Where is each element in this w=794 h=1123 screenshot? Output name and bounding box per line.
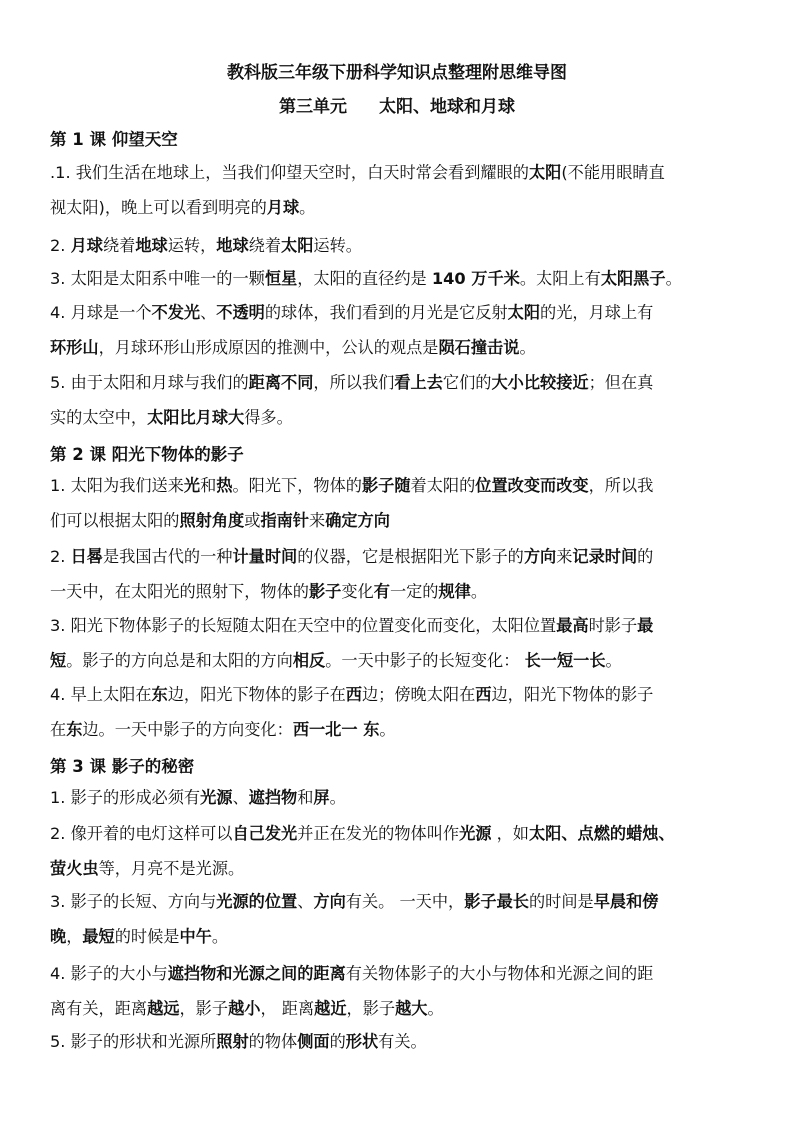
text-run: 2. — [50, 236, 71, 255]
key-term: 光源 — [459, 824, 492, 843]
text-run: 3. 阳光下物体影子的长短随太阳在天空中的位置变化而变化，太阳位置 — [50, 616, 557, 635]
key-term: 早晨和傍 — [593, 892, 659, 911]
text-run: ， 距离 — [260, 999, 315, 1018]
text-line — [50, 643, 756, 678]
text-line — [50, 712, 756, 747]
lesson-1-point-1 — [50, 155, 756, 225]
lesson-1-heading: 第 1 课 仰望天空 — [50, 130, 178, 149]
text-run: 的时间是 — [529, 892, 594, 911]
key-term: 恒星 — [264, 269, 298, 288]
key-term: 长一短一长 — [524, 651, 606, 670]
key-term: 光源 — [200, 788, 233, 807]
text-run: 4. 月球是一个 — [50, 303, 152, 322]
text-run: 的物体 — [248, 1032, 298, 1051]
key-term: 日晷 — [70, 547, 103, 566]
text-run: ，太阳的直径约是 — [297, 269, 432, 288]
text-run: 。 — [427, 999, 444, 1018]
unit-number: 第三单元 — [279, 97, 347, 117]
text-run: 有关物体影子的大小与物体和光源之间的距 — [345, 964, 654, 983]
key-term: 指南针 — [260, 511, 309, 530]
text-run: 。阳光下，物体的 — [232, 476, 362, 495]
text-run: 们可以根据太阳的 — [50, 511, 180, 530]
key-term: 方向 — [523, 547, 557, 566]
text-run: 。 — [470, 582, 488, 601]
text-run: 边，阳光下物体的影子在 — [167, 685, 346, 704]
key-term: 照射角度 — [179, 511, 245, 530]
key-term: 晚 — [50, 927, 67, 946]
key-term: 地球 — [216, 236, 249, 255]
text-run: 。 — [329, 788, 346, 807]
key-term: 确定方向 — [325, 511, 390, 530]
key-term: 照射 — [216, 1032, 249, 1051]
text-line — [50, 884, 756, 919]
text-run: ，月球环形山形成原因的推测中，公认的观点是 — [98, 338, 439, 357]
text-run: 实的太空中， — [50, 408, 148, 427]
key-term: 光 — [183, 476, 201, 495]
lesson-2-point-4 — [50, 677, 756, 747]
document-title: 教科版三年级下册科学知识点整理附思维导图 — [227, 63, 567, 83]
text-run: 一天中，在太阳光的照射下，物体的 — [50, 582, 309, 601]
text-run: 在 — [50, 720, 67, 739]
text-line — [50, 574, 756, 609]
text-run: 是我国古代的一种 — [102, 547, 233, 566]
text-line — [50, 295, 756, 330]
key-term: 西 — [345, 685, 362, 704]
key-term: 最短 — [82, 927, 115, 946]
text-run: .1. 我们生活在地球上，当我们仰望天空时，白天时常会看到耀眼的 — [50, 163, 529, 182]
key-term: 计量时间 — [232, 547, 298, 566]
lesson-2-point-1 — [50, 468, 756, 538]
text-run: ，影子 — [346, 999, 396, 1018]
key-term: 太阳黑子 — [600, 269, 666, 288]
text-run: 运转， — [167, 236, 217, 255]
text-run: 视太阳)，晚上可以看到明亮的 — [50, 198, 267, 217]
text-run: 。 — [605, 651, 622, 670]
text-run: 和 — [200, 476, 217, 495]
text-line — [50, 677, 756, 712]
text-run: 的 — [329, 1032, 346, 1051]
text-run: 。太阳上有 — [519, 269, 601, 288]
text-line — [50, 330, 756, 365]
text-run: 有关。 一天中， — [345, 892, 465, 911]
text-run: 边；傍晚太阳在 — [361, 685, 476, 704]
text-run: 绕着 — [102, 236, 136, 255]
text-run: 。影子的方向总是和太阳的方向 — [66, 651, 293, 670]
text-run: 着太阳的 — [410, 476, 476, 495]
key-term: 太阳 — [507, 303, 541, 322]
key-term: 东 — [66, 720, 83, 739]
text-run: ，所以我 — [588, 476, 654, 495]
lesson-2-point-3 — [50, 608, 756, 678]
key-term: 月球 — [70, 236, 103, 255]
text-line — [50, 608, 756, 643]
text-line — [50, 190, 756, 225]
text-run: 来 — [309, 511, 326, 530]
text-run: 等，月亮不是光源。 — [98, 859, 245, 878]
key-term: 太阳、点燃的蜡烛、 — [529, 824, 675, 843]
text-run: 。一天中影子的长短变化： — [325, 651, 525, 670]
lesson-1-point-2 — [50, 228, 756, 263]
text-run: 。 — [519, 338, 536, 357]
key-term: 屏 — [313, 788, 330, 807]
text-line — [50, 155, 756, 190]
key-term: 有 — [373, 582, 390, 601]
key-term: 越近 — [314, 999, 347, 1018]
text-run: 、 — [232, 788, 249, 807]
key-term: 陨石撞击说 — [438, 338, 520, 357]
text-run: 并正在发光的物体叫作 — [297, 824, 460, 843]
text-run: 或 — [244, 511, 261, 530]
key-term: 不透明 — [216, 303, 265, 322]
key-term: 西一北一 东 — [292, 720, 380, 739]
key-term: 越远 — [147, 999, 180, 1018]
text-run: 。 — [665, 269, 682, 288]
text-run: 绕着 — [248, 236, 282, 255]
text-run: 运转。 — [313, 236, 362, 255]
lesson-2-point-2 — [50, 539, 756, 609]
text-run: ，所以我们 — [313, 373, 395, 392]
text-run: 3. 太阳是太阳系中唯一的一颗 — [50, 269, 265, 288]
key-term: 热 — [216, 476, 233, 495]
key-term: 位置改变而改变 — [475, 476, 589, 495]
text-line — [50, 919, 756, 954]
text-run: 5. 影子的形状和光源所 — [50, 1032, 217, 1051]
text-run: 1. 太阳为我们送来 — [50, 476, 184, 495]
key-term: 距离不同 — [248, 373, 314, 392]
text-run: 来 — [556, 547, 573, 566]
key-term: 遮挡物和光源之间的距离 — [167, 964, 346, 983]
key-term: 最高 — [556, 616, 589, 635]
text-line — [50, 261, 756, 296]
text-run: (不能用眼睛直 — [561, 163, 665, 182]
lesson-2-heading: 第 2 课 阳光下物体的影子 — [50, 445, 244, 464]
lesson-1-point-4 — [50, 295, 756, 365]
key-term: 东 — [151, 685, 168, 704]
text-line — [50, 539, 756, 574]
key-term: 侧面 — [297, 1032, 330, 1051]
key-term: 萤火虫 — [50, 859, 99, 878]
key-term: 太阳 — [528, 163, 562, 182]
text-run: ；但在真 — [588, 373, 654, 392]
text-run: ，影子 — [179, 999, 229, 1018]
text-line — [50, 468, 756, 503]
text-run: 它们的 — [442, 373, 492, 392]
lesson-3-point-3 — [50, 884, 756, 954]
key-term: 规律 — [438, 582, 471, 601]
key-term: 光源的位置 — [216, 892, 298, 911]
key-term: 记录时间 — [572, 547, 638, 566]
text-run: 1. 影子的形成必须有 — [50, 788, 201, 807]
text-run: 的仪器，它是根据阳光下影子的 — [297, 547, 524, 566]
key-term: 相反 — [292, 651, 326, 670]
key-term: 越小 — [228, 999, 261, 1018]
text-run: 的光，月球上有 — [540, 303, 654, 322]
key-term: 最 — [637, 616, 654, 635]
lesson-1-point-3 — [50, 261, 756, 296]
text-run: 5. 由于太阳和月球与我们的 — [50, 373, 249, 392]
text-run: 、 — [200, 303, 217, 322]
text-run: 边。一天中影子的方向变化： — [82, 720, 293, 739]
text-line — [50, 780, 756, 815]
text-run: 和 — [297, 788, 314, 807]
text-run: 。 — [211, 927, 229, 946]
lesson-3-point-5 — [50, 1024, 756, 1059]
key-term: 形状 — [345, 1032, 379, 1051]
text-line — [50, 400, 756, 435]
key-term: 方向 — [313, 892, 346, 911]
text-run: 4. 影子的大小与 — [50, 964, 168, 983]
text-run: 2. 像开着的电灯这样可以 — [50, 824, 233, 843]
text-run: 。 — [299, 198, 316, 217]
key-term: 中午 — [179, 927, 212, 946]
text-run: 得多。 — [244, 408, 293, 427]
text-line — [50, 956, 756, 991]
lesson-3-heading: 第 3 课 影子的秘密 — [50, 757, 195, 776]
text-run: 4. 早上太阳在 — [50, 685, 152, 704]
unit-name: 太阳、地球和月球 — [379, 97, 515, 117]
key-term: 影子随 — [361, 476, 411, 495]
text-line — [50, 1024, 756, 1059]
key-term: 不发光 — [151, 303, 201, 322]
key-term: 自己发光 — [232, 824, 298, 843]
text-run: 。 — [379, 720, 396, 739]
key-term: 月球 — [266, 198, 300, 217]
key-term: 遮挡物 — [248, 788, 298, 807]
text-line — [50, 503, 756, 538]
key-term: 越大 — [395, 999, 428, 1018]
text-run: 、 — [297, 892, 314, 911]
text-run: 一定的 — [389, 582, 439, 601]
text-run: 的时候是 — [114, 927, 180, 946]
key-term: 环形山 — [50, 338, 99, 357]
key-term: 太阳 — [281, 236, 314, 255]
key-term: 影子最长 — [464, 892, 529, 911]
text-run: 2. — [50, 547, 71, 566]
key-term: 西 — [475, 685, 492, 704]
text-line — [50, 991, 756, 1026]
lesson-3-point-2 — [50, 816, 756, 886]
text-run: 的球体，我们看到的月光是它反射 — [264, 303, 508, 322]
key-term: 看上去 — [394, 373, 443, 392]
text-run: 边，阳光下物体的影子 — [491, 685, 654, 704]
unit-title — [0, 92, 794, 117]
text-run: 变化 — [341, 582, 374, 601]
key-term: 大小比较接近 — [491, 373, 589, 392]
key-term: 太阳比月球大 — [147, 408, 245, 427]
key-term: 影子 — [309, 582, 342, 601]
text-run: ， — [66, 927, 83, 946]
key-term: 地球 — [135, 236, 168, 255]
lesson-3-point-4 — [50, 956, 756, 1026]
text-run: 3. 影子的长短、方向与 — [50, 892, 217, 911]
key-term: 短 — [50, 651, 67, 670]
text-run: 离有关，距离 — [50, 999, 148, 1018]
text-line — [50, 816, 756, 851]
text-run: ，如 — [491, 824, 529, 843]
text-line — [50, 228, 756, 263]
text-run: 的 — [637, 547, 654, 566]
lesson-1-point-5 — [50, 365, 756, 435]
text-run: 有关。 — [378, 1032, 427, 1051]
text-line — [50, 851, 756, 886]
text-run: 时影子 — [588, 616, 638, 635]
lesson-3-point-1 — [50, 780, 756, 815]
key-term: 140 万千米 — [431, 269, 520, 288]
text-line — [50, 365, 756, 400]
